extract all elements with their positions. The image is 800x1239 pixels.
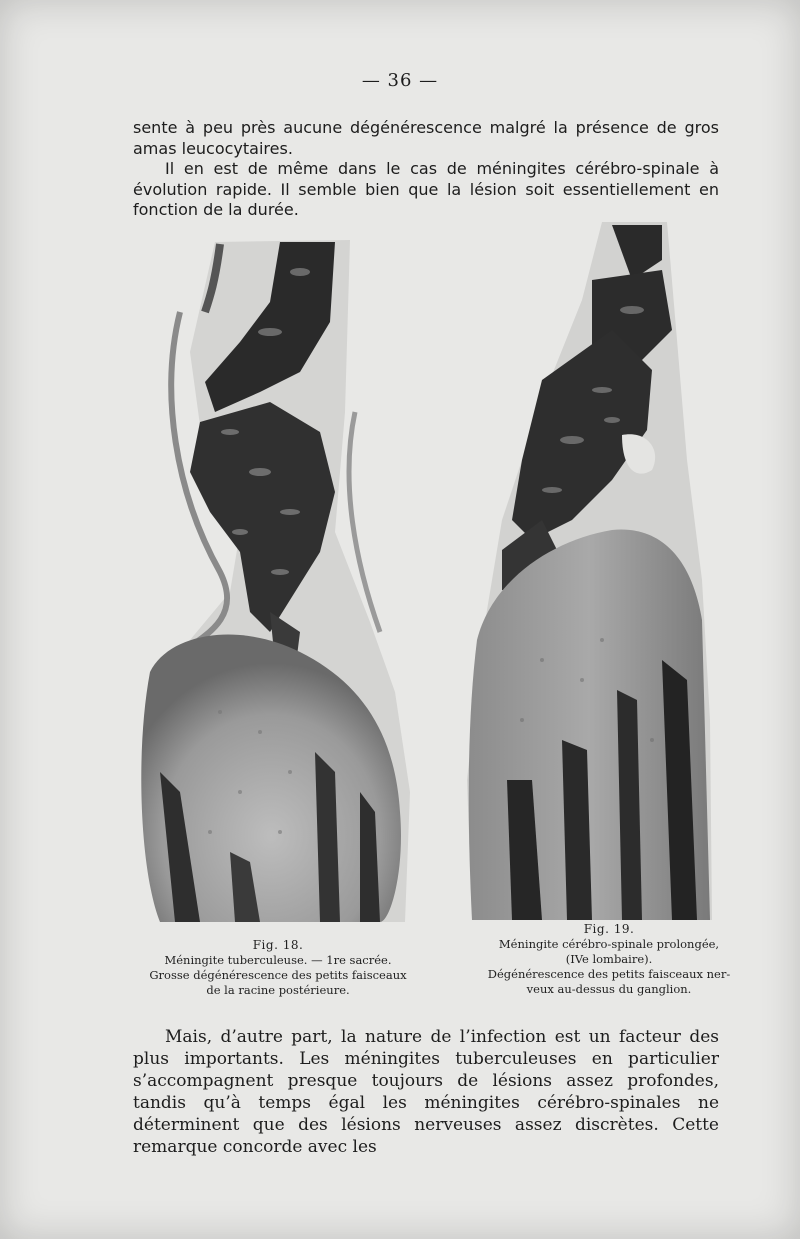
figure-18-micrograph (120, 232, 430, 932)
figure-18-label: Fig. 18. (252, 938, 304, 952)
figure-19-caption-line: Méningite cérébro-spinale prolongée, (498, 937, 720, 951)
figure-19-caption-line: (IVe lombaire). (565, 952, 653, 966)
top-text-block (133, 118, 719, 221)
figure-19-image (462, 220, 717, 925)
figure-18-caption-line: de la racine postérieure. (206, 983, 350, 997)
figure-19-caption (474, 922, 744, 997)
figure-18-caption-line: Grosse dégénérescence des petits faisceaux (149, 968, 407, 982)
paragraph-duration: Il en est de même dans le cas de méningites cérébro-spinale à évolution rapide. Il semble bien que la lésion soit essentiellement en fonction de la durée. (133, 159, 719, 219)
page-number: — 36 — (361, 70, 439, 91)
figure-19-caption-line: veux au-dessus du ganglion. (526, 982, 692, 996)
paragraph-continuation: sente à peu près aucune dégénérescence malgré la présence de gros amas leucocytaires. (133, 118, 719, 158)
figure-19-micrograph (462, 220, 717, 925)
figure-18-image (120, 232, 430, 932)
figure-19-label: Fig. 19. (583, 922, 635, 936)
bottom-text-block (133, 1026, 719, 1158)
figure-19-caption-line: Dégénérescence des petits faisceaux ner- (487, 967, 731, 981)
paragraph-infection: Mais, d’autre part, la nature de l’infection est un facteur des plus importants. Les méningites tuberculeuses en particulier s’accompagnent presque toujours de lésions assez profondes, tandis qu’à temps égal les méningites cérébro-spinales ne déterminent que des lésions nerveuses assez discrètes. Cette remarque concorde avec les (133, 1027, 719, 1157)
figure-18-caption-line: Méningite tuberculeuse. — 1re sacrée. (164, 953, 392, 967)
figure-18-caption (128, 938, 428, 998)
